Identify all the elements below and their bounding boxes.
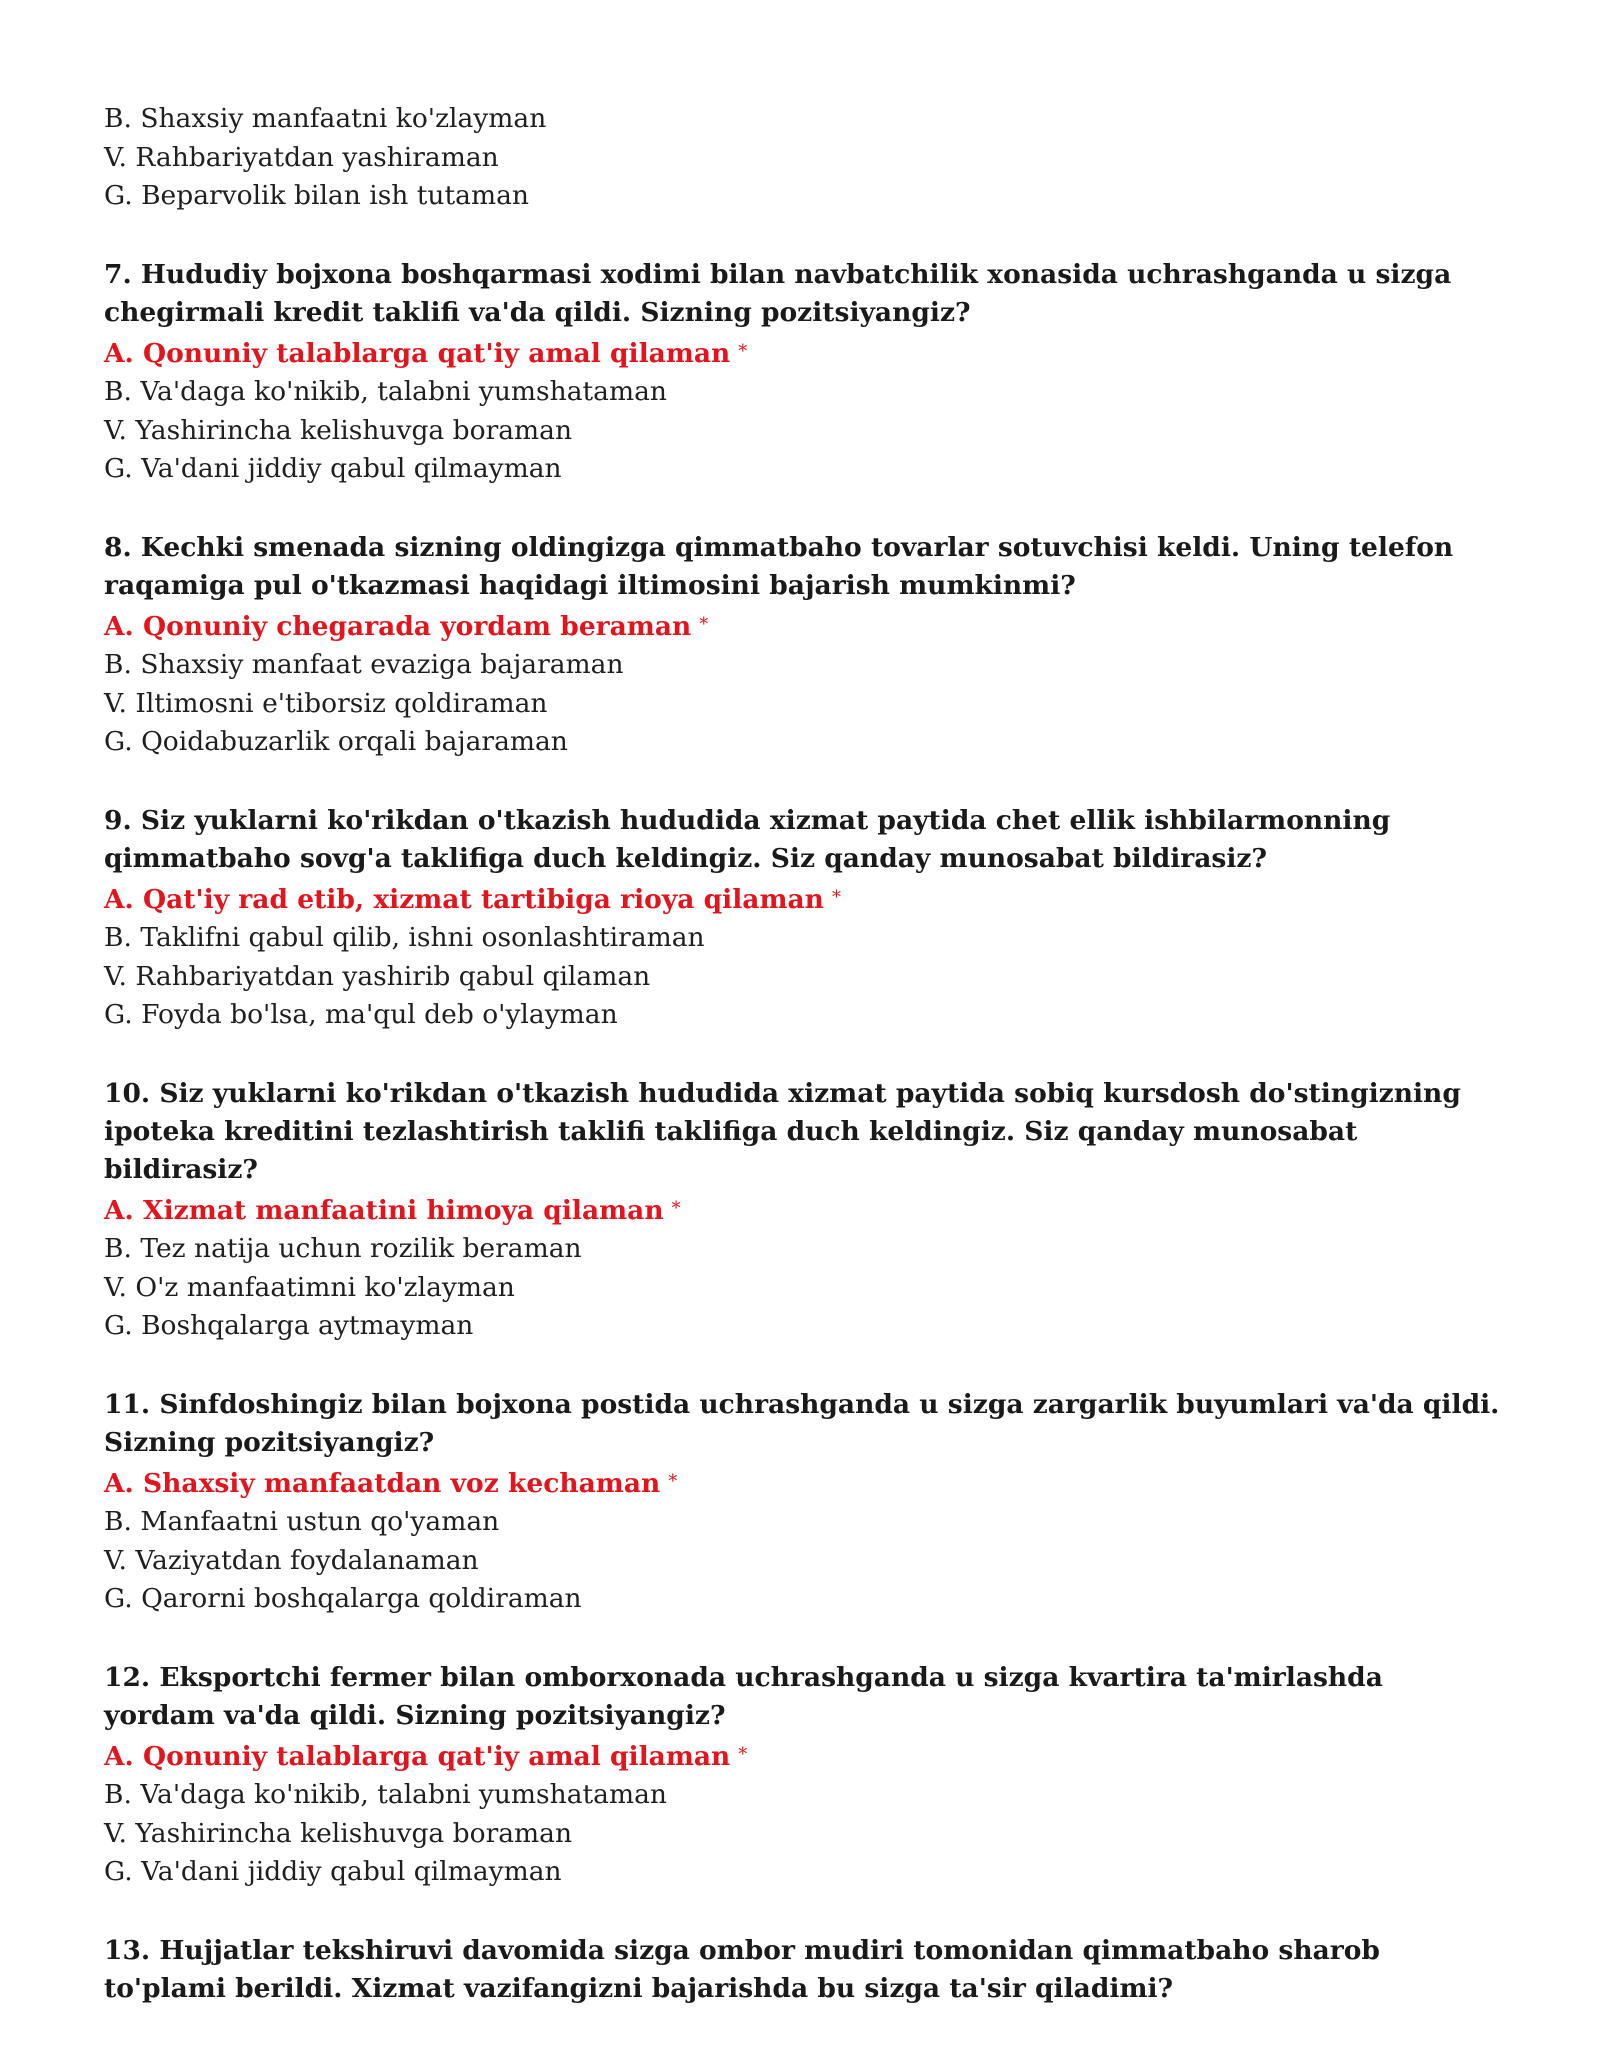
correct-option bbox=[104, 1465, 1500, 1504]
correct-marker: * bbox=[668, 1470, 678, 1492]
option: G. Qarorni boshqalarga qoldiraman bbox=[104, 1583, 582, 1614]
option: G. Qoidabuzarlik orqali bajaraman bbox=[104, 726, 568, 757]
option: B. Shaxsiy manfaatni ko'zlayman bbox=[104, 103, 547, 134]
correct-marker: * bbox=[699, 613, 709, 635]
correct-option bbox=[104, 1192, 1500, 1231]
question-text: 9. Siz yuklarni ko'rikdan o'tkazish hududida xizmat paytida chet ellik ishbilarmonning qimmatbaho sovg'a taklifiga duch keldingiz. Siz qanday munosabat bildirasiz? bbox=[104, 804, 1391, 874]
option: V. Iltimosni e'tiborsiz qoldiraman bbox=[104, 687, 548, 719]
option: V. Yashirincha kelishuvga boraman bbox=[104, 1817, 573, 1849]
option: G. Va'dani jiddiy qabul qilmayman bbox=[104, 1856, 562, 1887]
option: B. Va'daga ko'nikib, talabni yumshataman bbox=[104, 376, 667, 407]
option: B. Tez natija uchun rozilik beraman bbox=[104, 1233, 582, 1264]
option: V. Rahbariyatdan yashiraman bbox=[104, 141, 499, 173]
option: V. Rahbariyatdan yashirib qabul qilaman bbox=[104, 960, 651, 992]
option: V. O'z manfaatimni ko'zlayman bbox=[104, 1271, 515, 1303]
option: V. Vaziyatdan foydalanaman bbox=[104, 1544, 479, 1576]
correct-marker: * bbox=[738, 340, 748, 362]
option-text: A. Xizmat manfaatini himoya qilaman bbox=[104, 1194, 664, 1226]
question-8 bbox=[104, 529, 1500, 762]
option-text: A. Qonuniy chegarada yordam beraman bbox=[104, 610, 692, 642]
correct-option bbox=[104, 608, 1500, 647]
question-text: 7. Hududiy bojxona boshqarmasi xodimi bilan navbatchilik xonasida uchrashganda u sizga chegirmali kredit taklifi va'da qildi. Sizning pozitsiyangiz? bbox=[104, 258, 1452, 328]
option-text: A. Qat'iy rad etib, xizmat tartibiga rioya qilaman bbox=[104, 883, 824, 915]
question-9 bbox=[104, 802, 1500, 1035]
option: B. Taklifni qabul qilib, ishni osonlashtiraman bbox=[104, 922, 705, 953]
question-7 bbox=[104, 256, 1500, 489]
correct-marker: * bbox=[831, 886, 841, 908]
option-text: A. Shaxsiy manfaatdan voz kechaman bbox=[104, 1467, 661, 1499]
option: G. Va'dani jiddiy qabul qilmayman bbox=[104, 453, 562, 484]
correct-option bbox=[104, 335, 1500, 374]
option-text: A. Qonuniy talablarga qat'iy amal qilaman bbox=[104, 1740, 731, 1772]
correct-marker: * bbox=[738, 1743, 748, 1765]
option: V. Yashirincha kelishuvga boraman bbox=[104, 414, 573, 446]
option: G. Boshqalarga aytmayman bbox=[104, 1310, 474, 1341]
question-13 bbox=[104, 1932, 1500, 2008]
question-11 bbox=[104, 1386, 1500, 1619]
question-text: 10. Siz yuklarni ko'rikdan o'tkazish hududida xizmat paytida sobiq kursdosh do'stingizning ipoteka kreditini tezlashtirish taklifi taklifiga duch keldingiz. Siz qanday munosabat bildirasiz? bbox=[104, 1077, 1461, 1185]
option: B. Manfaatni ustun qo'yaman bbox=[104, 1506, 500, 1537]
question-12 bbox=[104, 1659, 1500, 1892]
question-text: 11. Sinfdoshingiz bilan bojxona postida uchrashganda u sizga zargarlik buyumlari va'da qildi. Sizning pozitsiyangiz? bbox=[104, 1388, 1500, 1458]
option: B. Va'daga ko'nikib, talabni yumshataman bbox=[104, 1779, 667, 1810]
question-text: 13. Hujjatlar tekshiruvi davomida sizga ombor mudiri tomonidan qimmatbaho sharob to'plami berildi. Xizmat vazifangizni bajarishda bu sizga ta'sir qiladimi? bbox=[104, 1934, 1380, 2004]
leading-options bbox=[104, 100, 1500, 216]
question-10 bbox=[104, 1075, 1500, 1346]
correct-option bbox=[104, 881, 1500, 920]
question-text: 12. Eksportchi fermer bilan omborxonada uchrashganda u sizga kvartira ta'mirlashda yordam va'da qildi. Sizning pozitsiyangiz? bbox=[104, 1661, 1383, 1731]
option: G. Foyda bo'lsa, ma'qul deb o'ylayman bbox=[104, 999, 618, 1030]
option: G. Beparvolik bilan ish tutaman bbox=[104, 180, 529, 211]
option-text: A. Qonuniy talablarga qat'iy amal qilaman bbox=[104, 337, 731, 369]
correct-marker: * bbox=[671, 1197, 681, 1219]
question-text: 8. Kechki smenada sizning oldingizga qimmatbaho tovarlar sotuvchisi keldi. Uning telefon raqamiga pul o'tkazmasi haqidagi iltimosini bajarish mumkinmi? bbox=[104, 531, 1454, 601]
correct-option bbox=[104, 1738, 1500, 1777]
option: B. Shaxsiy manfaat evaziga bajaraman bbox=[104, 649, 624, 680]
